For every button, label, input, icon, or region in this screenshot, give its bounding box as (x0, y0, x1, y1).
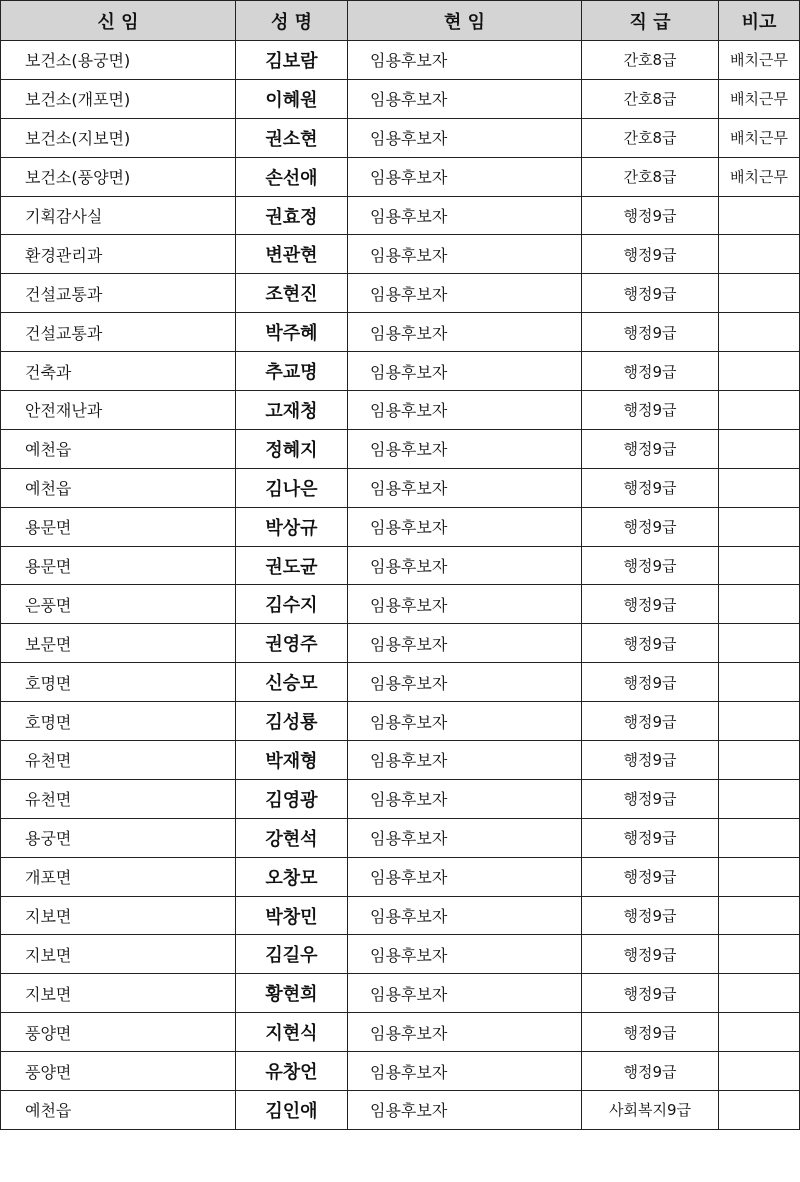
cell-rank: 행정9급 (582, 818, 719, 857)
cell-note (719, 779, 800, 818)
cell-current: 임용후보자 (348, 313, 582, 352)
cell-name: 김인애 (236, 1091, 348, 1130)
cell-name: 김영광 (236, 779, 348, 818)
cell-dept: 호명면 (1, 663, 236, 702)
cell-rank: 행정9급 (582, 352, 719, 391)
header-note: 비고 (719, 1, 800, 41)
table-row (1, 896, 800, 935)
cell-note (719, 585, 800, 624)
table-row (1, 663, 800, 702)
cell-rank: 행정9급 (582, 702, 719, 741)
table-row (1, 1052, 800, 1091)
cell-note (719, 1013, 800, 1052)
table-row (1, 546, 800, 585)
cell-dept: 개포면 (1, 857, 236, 896)
table-row (1, 313, 800, 352)
table-row (1, 857, 800, 896)
table-row (1, 585, 800, 624)
cell-name: 추교명 (236, 352, 348, 391)
cell-dept: 풍양면 (1, 1013, 236, 1052)
cell-name: 황현희 (236, 974, 348, 1013)
cell-name: 고재청 (236, 391, 348, 430)
cell-dept: 기획감사실 (1, 196, 236, 235)
cell-current: 임용후보자 (348, 818, 582, 857)
cell-dept: 건설교통과 (1, 313, 236, 352)
cell-current: 임용후보자 (348, 935, 582, 974)
cell-name: 강현석 (236, 818, 348, 857)
table-row (1, 624, 800, 663)
cell-dept: 환경관리과 (1, 235, 236, 274)
cell-name: 권영주 (236, 624, 348, 663)
cell-dept: 보문면 (1, 624, 236, 663)
cell-dept: 유천면 (1, 741, 236, 780)
cell-current: 임용후보자 (348, 974, 582, 1013)
cell-current: 임용후보자 (348, 741, 582, 780)
cell-rank: 사회복지9급 (582, 1091, 719, 1130)
cell-rank: 행정9급 (582, 274, 719, 313)
table-row (1, 1091, 800, 1130)
cell-note (719, 352, 800, 391)
cell-rank: 행정9급 (582, 935, 719, 974)
table-row (1, 507, 800, 546)
cell-dept: 안전재난과 (1, 391, 236, 430)
cell-dept: 지보면 (1, 974, 236, 1013)
cell-name: 김보람 (236, 41, 348, 80)
cell-dept: 용문면 (1, 546, 236, 585)
cell-name: 정혜지 (236, 429, 348, 468)
cell-note: 배치근무 (719, 41, 800, 80)
header-row (1, 1, 800, 41)
cell-note (719, 663, 800, 702)
cell-name: 박상규 (236, 507, 348, 546)
table-row (1, 41, 800, 80)
cell-current: 임용후보자 (348, 41, 582, 80)
table-body (1, 41, 800, 1130)
cell-current: 임용후보자 (348, 79, 582, 118)
cell-rank: 행정9급 (582, 624, 719, 663)
cell-rank: 행정9급 (582, 857, 719, 896)
header-dept: 신 임 (1, 1, 236, 41)
table-row (1, 468, 800, 507)
cell-name: 이혜원 (236, 79, 348, 118)
cell-current: 임용후보자 (348, 1091, 582, 1130)
cell-current: 임용후보자 (348, 779, 582, 818)
cell-name: 지현식 (236, 1013, 348, 1052)
cell-dept: 은풍면 (1, 585, 236, 624)
cell-current: 임용후보자 (348, 702, 582, 741)
table-row (1, 1013, 800, 1052)
cell-rank: 행정9급 (582, 468, 719, 507)
cell-note: 배치근무 (719, 157, 800, 196)
cell-rank: 행정9급 (582, 235, 719, 274)
cell-name: 변관현 (236, 235, 348, 274)
cell-name: 박재형 (236, 741, 348, 780)
cell-rank: 행정9급 (582, 507, 719, 546)
cell-current: 임용후보자 (348, 857, 582, 896)
cell-dept: 유천면 (1, 779, 236, 818)
cell-name: 조현진 (236, 274, 348, 313)
table-row (1, 118, 800, 157)
cell-name: 신승모 (236, 663, 348, 702)
cell-note (719, 507, 800, 546)
cell-name: 박창민 (236, 896, 348, 935)
cell-note (719, 468, 800, 507)
cell-current: 임용후보자 (348, 118, 582, 157)
table-row (1, 79, 800, 118)
cell-note (719, 1052, 800, 1091)
cell-note (719, 935, 800, 974)
cell-rank: 행정9급 (582, 1013, 719, 1052)
cell-current: 임용후보자 (348, 896, 582, 935)
cell-dept: 예천읍 (1, 429, 236, 468)
table-row (1, 157, 800, 196)
cell-note (719, 196, 800, 235)
table-row (1, 235, 800, 274)
table-row (1, 702, 800, 741)
cell-current: 임용후보자 (348, 429, 582, 468)
cell-current: 임용후보자 (348, 274, 582, 313)
table-row (1, 779, 800, 818)
cell-note (719, 391, 800, 430)
cell-dept: 지보면 (1, 935, 236, 974)
cell-rank: 행정9급 (582, 391, 719, 430)
cell-rank: 행정9급 (582, 741, 719, 780)
cell-note (719, 235, 800, 274)
cell-rank: 행정9급 (582, 429, 719, 468)
cell-dept: 보건소(개포면) (1, 79, 236, 118)
cell-dept: 예천읍 (1, 468, 236, 507)
cell-note (719, 702, 800, 741)
cell-current: 임용후보자 (348, 391, 582, 430)
cell-note (719, 741, 800, 780)
cell-dept: 풍양면 (1, 1052, 236, 1091)
cell-dept: 보건소(지보면) (1, 118, 236, 157)
table-row (1, 352, 800, 391)
cell-note (719, 274, 800, 313)
cell-current: 임용후보자 (348, 624, 582, 663)
cell-current: 임용후보자 (348, 235, 582, 274)
cell-dept: 용문면 (1, 507, 236, 546)
table-row (1, 391, 800, 430)
cell-dept: 보건소(풍양면) (1, 157, 236, 196)
cell-dept: 예천읍 (1, 1091, 236, 1130)
table-row (1, 741, 800, 780)
cell-current: 임용후보자 (348, 663, 582, 702)
cell-current: 임용후보자 (348, 196, 582, 235)
cell-name: 손선애 (236, 157, 348, 196)
cell-name: 김성룡 (236, 702, 348, 741)
cell-note (719, 974, 800, 1013)
table-row (1, 974, 800, 1013)
header-current: 현 임 (348, 1, 582, 41)
cell-note (719, 857, 800, 896)
table-row (1, 196, 800, 235)
cell-note (719, 546, 800, 585)
cell-current: 임용후보자 (348, 1013, 582, 1052)
cell-dept: 보건소(용궁면) (1, 41, 236, 80)
cell-rank: 간호8급 (582, 157, 719, 196)
cell-name: 권소현 (236, 118, 348, 157)
table-row (1, 429, 800, 468)
cell-current: 임용후보자 (348, 585, 582, 624)
cell-dept: 건축과 (1, 352, 236, 391)
cell-rank: 행정9급 (582, 196, 719, 235)
cell-note (719, 313, 800, 352)
cell-name: 유창언 (236, 1052, 348, 1091)
table-row (1, 818, 800, 857)
cell-dept: 용궁면 (1, 818, 236, 857)
cell-current: 임용후보자 (348, 1052, 582, 1091)
table-row (1, 274, 800, 313)
cell-rank: 행정9급 (582, 1052, 719, 1091)
cell-dept: 건설교통과 (1, 274, 236, 313)
cell-current: 임용후보자 (348, 507, 582, 546)
cell-name: 오창모 (236, 857, 348, 896)
cell-name: 김길우 (236, 935, 348, 974)
cell-rank: 행정9급 (582, 974, 719, 1013)
cell-name: 권효정 (236, 196, 348, 235)
cell-name: 박주혜 (236, 313, 348, 352)
cell-note (719, 818, 800, 857)
cell-note (719, 624, 800, 663)
cell-name: 김수지 (236, 585, 348, 624)
cell-rank: 행정9급 (582, 585, 719, 624)
table-header (1, 1, 800, 41)
cell-rank: 간호8급 (582, 118, 719, 157)
cell-rank: 행정9급 (582, 779, 719, 818)
cell-note: 배치근무 (719, 79, 800, 118)
cell-note (719, 896, 800, 935)
cell-note (719, 1091, 800, 1130)
cell-rank: 간호8급 (582, 41, 719, 80)
cell-dept: 지보면 (1, 896, 236, 935)
cell-current: 임용후보자 (348, 468, 582, 507)
cell-rank: 행정9급 (582, 896, 719, 935)
header-name: 성 명 (236, 1, 348, 41)
cell-name: 권도균 (236, 546, 348, 585)
cell-note (719, 429, 800, 468)
cell-name: 김나은 (236, 468, 348, 507)
table-row (1, 935, 800, 974)
cell-current: 임용후보자 (348, 352, 582, 391)
cell-current: 임용후보자 (348, 157, 582, 196)
cell-rank: 행정9급 (582, 313, 719, 352)
cell-rank: 간호8급 (582, 79, 719, 118)
header-rank: 직 급 (582, 1, 719, 41)
cell-note: 배치근무 (719, 118, 800, 157)
cell-rank: 행정9급 (582, 546, 719, 585)
cell-rank: 행정9급 (582, 663, 719, 702)
cell-current: 임용후보자 (348, 546, 582, 585)
cell-dept: 호명면 (1, 702, 236, 741)
